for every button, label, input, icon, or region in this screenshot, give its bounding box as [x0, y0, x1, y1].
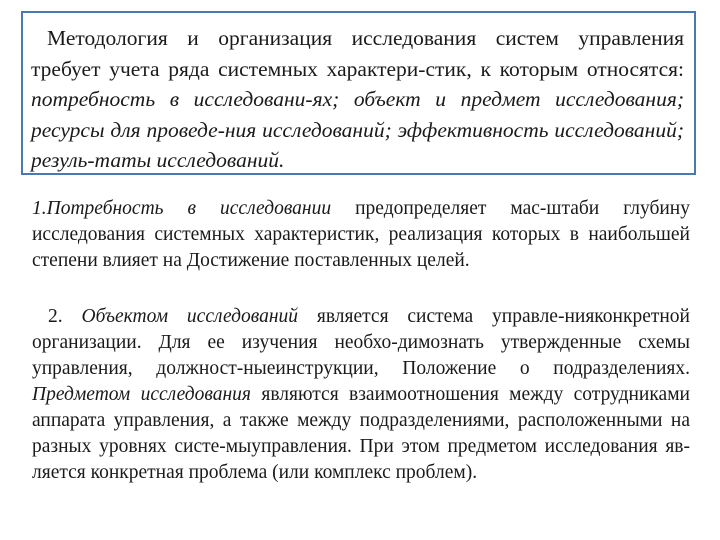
- term-object: Объектом исследований: [81, 306, 299, 327]
- paragraph-subject-text: являются взаимоотношения между сотрудниками аппарата управления, а также между подразделениями, расположенными на разных уровнях систе-мыуправления. При этом предметом исследования яв-ляется конкретная проблема (или комплекс проблем).: [32, 384, 690, 483]
- intro-lead: Методология и организация исследования систем управления требует учета ряда системных характери-стик, к которым относятся:: [31, 26, 684, 81]
- paragraph-object-text: является система управле-нияконкретной организации. Для ее изучения необхо-димознать утвержденные схемы управления, должност-ныеинструкции, Положение о подразделениях.: [32, 306, 690, 379]
- paragraph-object-subject: [32, 304, 690, 486]
- paragraph-number: 2.: [48, 306, 82, 327]
- term-need: 1.Потребность в исследовании: [32, 198, 332, 219]
- paragraph-need: [32, 196, 690, 274]
- intro-box: [21, 11, 696, 175]
- term-subject: Предметом исследования: [32, 384, 251, 405]
- paragraph-need-text: предопределяет мас-штаби глубину исследования системных характеристик, реализация которых в наибольшей степени влияет на Достижение поставленных целей.: [32, 198, 690, 271]
- intro-characteristics-list: потребность в исследовани-ях; объект и предмет исследования; ресурсы для проведе-ния исследований; эффективность исследований; резуль-таты исследований.: [31, 87, 684, 172]
